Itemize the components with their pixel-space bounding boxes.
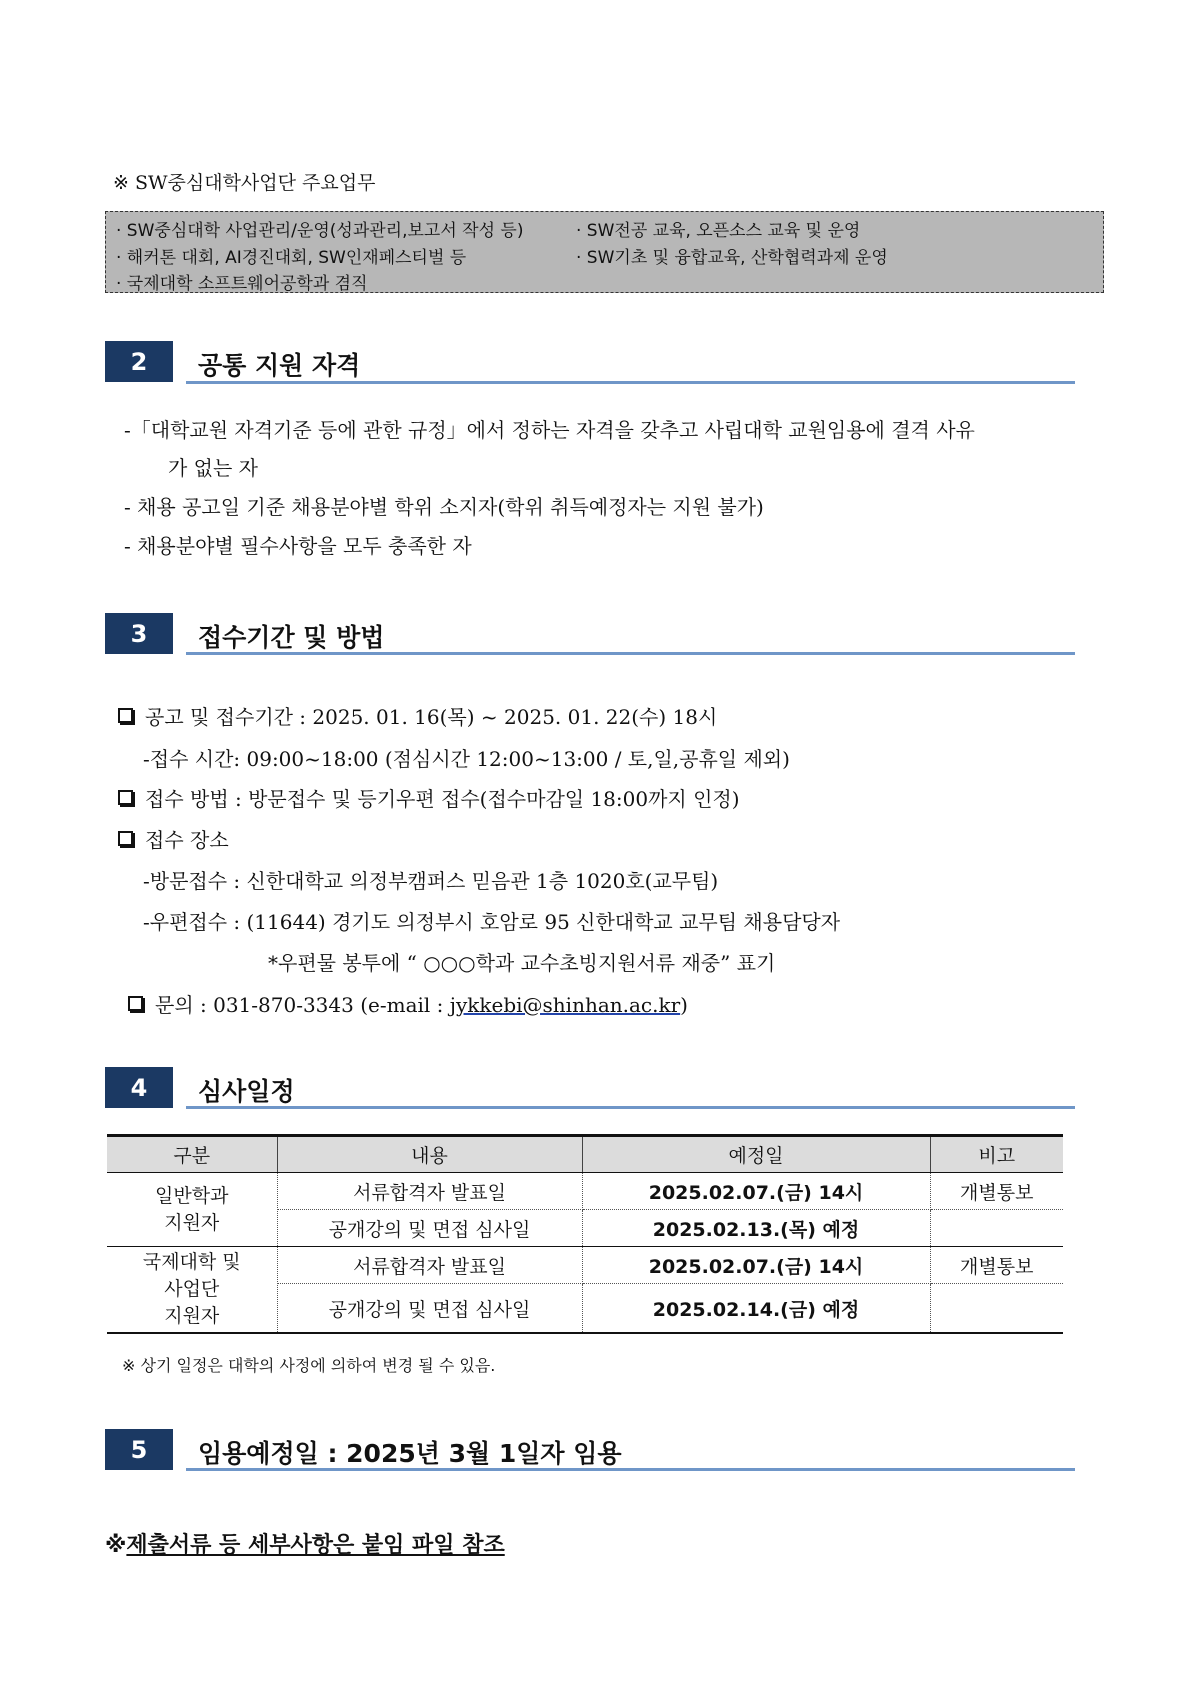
table-header-row bbox=[107, 1136, 1063, 1173]
duties-box bbox=[105, 211, 1104, 293]
content-cell: 공개강의 및 면접 심사일 bbox=[277, 1284, 582, 1334]
application-method: 접수 방법 : 방문접수 및 등기우편 접수(접수마감일 18:00까지 인정) bbox=[118, 783, 740, 812]
mail-envelope-note: *우편물 봉투에 “ ○○○학과 교수초빙지원서류 재중” 표기 bbox=[268, 951, 776, 975]
section-title: 임용예정일 : 2025년 3월 1일자 임용 bbox=[198, 1439, 622, 1468]
section-title: 공통 지원 자격 bbox=[198, 351, 361, 380]
section-underline bbox=[186, 1468, 1075, 1471]
date-cell: 2025.02.13.(목) 예정 bbox=[582, 1210, 930, 1247]
contact-line: 문의 : 031-870-3343 (e-mail : jykkebi@shinhan.ac.kr) bbox=[128, 989, 688, 1018]
schedule-table bbox=[107, 1134, 1063, 1334]
note-cell: 개별통보 bbox=[930, 1247, 1063, 1284]
qualification-line: - 채용분야별 필수사항을 모두 충족한 자 bbox=[124, 534, 472, 558]
section-number: 3 bbox=[105, 613, 173, 654]
table-header-cell: 비고 bbox=[930, 1136, 1063, 1173]
table-row bbox=[107, 1247, 1063, 1284]
qualification-line: 가 없는 자 bbox=[168, 456, 258, 480]
group-cell: 일반학과 지원자 bbox=[107, 1173, 277, 1247]
qualification-line: - 채용 공고일 기준 채용분야별 학위 소지자(학위 취득예정자는 지원 불가) bbox=[124, 495, 764, 519]
date-cell: 2025.02.07.(금) 14시 bbox=[582, 1173, 930, 1210]
table-header-cell: 구분 bbox=[107, 1136, 277, 1173]
duty-item: · SW기초 및 융합교육, 산학협력과제 운영 bbox=[576, 248, 888, 268]
checkbox-bullet-icon bbox=[118, 708, 133, 723]
section-title: 심사일정 bbox=[198, 1077, 295, 1106]
final-note-text: 제출서류 등 세부사항은 붙임 파일 참조 bbox=[126, 1533, 505, 1558]
table-header-cell: 예정일 bbox=[582, 1136, 930, 1173]
table-row bbox=[107, 1173, 1063, 1210]
duty-item: · 해커톤 대회, AI경진대회, SW인재페스티벌 등 bbox=[116, 248, 467, 268]
date-cell: 2025.02.07.(금) 14시 bbox=[582, 1247, 930, 1284]
checkbox-bullet-icon bbox=[118, 831, 133, 846]
note-cell bbox=[930, 1210, 1063, 1247]
final-note bbox=[105, 1528, 505, 1559]
duty-item: · 국제대학 소프트웨어공학과 겸직 bbox=[116, 274, 368, 294]
content-cell: 서류합격자 발표일 bbox=[277, 1247, 582, 1284]
content-cell: 서류합격자 발표일 bbox=[277, 1173, 582, 1210]
contact-email-link[interactable]: jykkebi@shinhan.ac.kr bbox=[449, 993, 681, 1017]
section-number: 5 bbox=[105, 1429, 173, 1470]
content-cell: 공개강의 및 면접 심사일 bbox=[277, 1210, 582, 1247]
group-cell: 국제대학 및 사업단 지원자 bbox=[107, 1247, 277, 1334]
visit-address: -방문접수 : 신한대학교 의정부캠퍼스 믿음관 1층 1020호(교무팀) bbox=[143, 869, 719, 893]
schedule-note: ※ 상기 일정은 대학의 사정에 의하여 변경 될 수 있음. bbox=[122, 1356, 496, 1375]
intro-note: ※ SW중심대학사업단 주요업무 bbox=[113, 172, 376, 194]
checkbox-bullet-icon bbox=[128, 996, 143, 1011]
application-place: 접수 장소 bbox=[118, 824, 229, 853]
duty-item: · SW중심대학 사업관리/운영(성과관리,보고서 작성 등) bbox=[116, 221, 524, 241]
section-underline bbox=[186, 652, 1075, 655]
section-number: 2 bbox=[105, 341, 173, 382]
mail-address: -우편접수 : (11644) 경기도 의정부시 호암로 95 신한대학교 교무팀 채용담당자 bbox=[143, 910, 841, 934]
reference-mark: ※ bbox=[105, 1533, 127, 1558]
duty-item: · SW전공 교육, 오픈소스 교육 및 운영 bbox=[576, 221, 861, 241]
date-cell: 2025.02.14.(금) 예정 bbox=[582, 1284, 930, 1334]
application-period: 공고 및 접수기간 : 2025. 01. 16(목) ~ 2025. 01. 22(수) 18시 bbox=[118, 701, 717, 730]
checkbox-bullet-icon bbox=[118, 790, 133, 805]
section-title: 접수기간 및 방법 bbox=[198, 623, 385, 652]
section-underline bbox=[186, 381, 1075, 384]
note-cell bbox=[930, 1284, 1063, 1334]
qualification-line: -「대학교원 자격기준 등에 관한 규정」에서 정하는 자격을 갖추고 사립대학 교원임용에 결격 사유 bbox=[124, 418, 975, 442]
note-cell: 개별통보 bbox=[930, 1173, 1063, 1210]
section-number: 4 bbox=[105, 1067, 173, 1108]
application-hours: -접수 시간: 09:00~18:00 (점심시간 12:00~13:00 / 토,일,공휴일 제외) bbox=[143, 747, 790, 771]
section-underline bbox=[186, 1106, 1075, 1109]
table-header-cell: 내용 bbox=[277, 1136, 582, 1173]
